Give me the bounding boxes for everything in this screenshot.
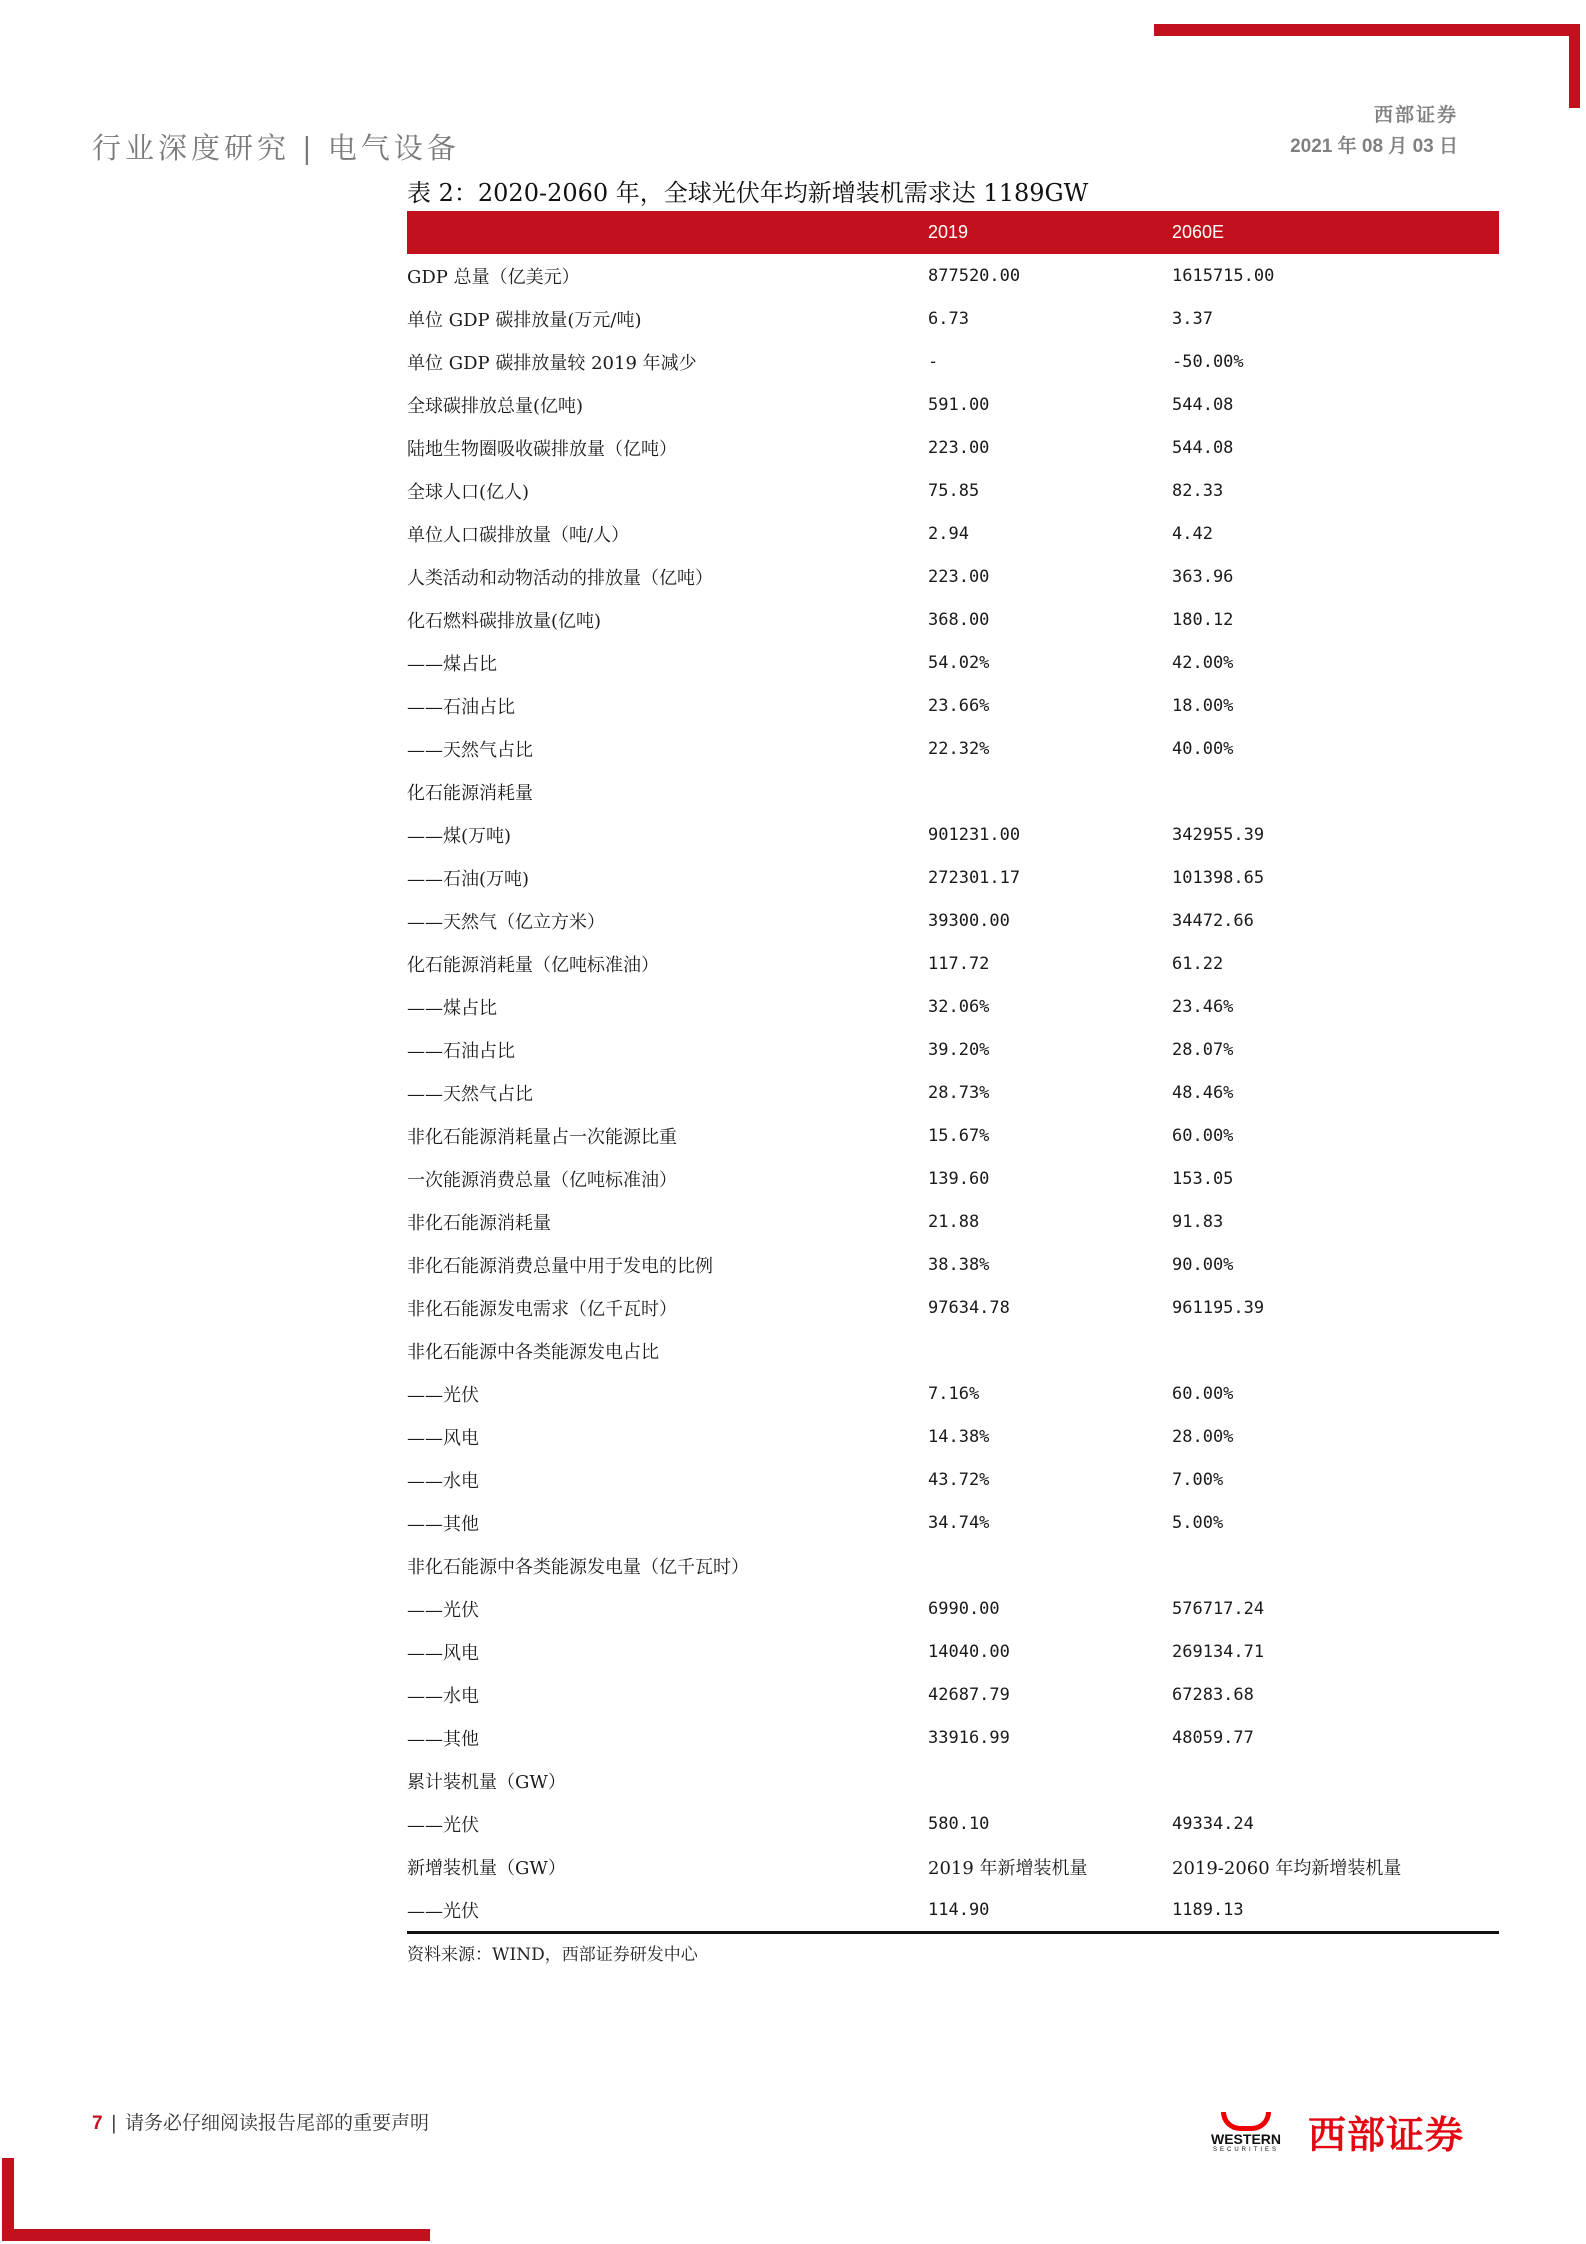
value-2060e: 48059.77 <box>1172 1727 1254 1748</box>
page-number: 7 <box>92 2113 103 2134</box>
table-row <box>407 1673 1499 1716</box>
value-2019: 368.00 <box>928 609 990 630</box>
row-label: ——水电 <box>407 1470 479 1492</box>
row-label: ——水电 <box>407 1685 479 1707</box>
header-cell-2019: 2019 <box>928 211 1172 254</box>
value-2060e: 48.46% <box>1172 1082 1234 1103</box>
report-category <box>92 126 460 167</box>
value-2019: 223.00 <box>928 566 990 587</box>
table-row <box>407 1071 1499 1114</box>
row-label: ——天然气占比 <box>407 1083 533 1105</box>
frame-bottom-bar <box>2 2229 430 2241</box>
table-row <box>407 942 1499 985</box>
value-2060e: 34472.66 <box>1172 910 1254 931</box>
row-label: ——煤占比 <box>407 997 497 1019</box>
frame-left-bar <box>2 2158 14 2240</box>
row-label: 化石燃料碳排放量(亿吨) <box>407 610 602 632</box>
value-2060e: 7.00% <box>1172 1469 1224 1490</box>
table-row <box>407 1544 1499 1587</box>
row-label: 累计装机量（GW） <box>407 1771 566 1793</box>
disclaimer-text: 请务必仔细阅读报告尾部的重要声明 <box>124 2112 429 2134</box>
value-2060e: 49334.24 <box>1172 1813 1254 1834</box>
value-2019: 7.16% <box>928 1383 980 1404</box>
value-2060e: 1189.13 <box>1172 1888 1499 1933</box>
company-name: 西部证券 <box>1373 104 1458 126</box>
value-2019: 6.73 <box>928 308 969 329</box>
value-2019: 2019 年新增装机量 <box>928 1857 1088 1879</box>
data-table <box>407 211 1499 1934</box>
value-2019: 272301.17 <box>928 867 1021 888</box>
value-2060e: 153.05 <box>1172 1168 1234 1189</box>
table-row <box>407 254 1499 297</box>
value-2060e: 342955.39 <box>1172 824 1265 845</box>
value-2060e: 576717.24 <box>1172 1598 1265 1619</box>
row-label: 单位 GDP 碳排放量(万元/吨) <box>407 309 642 331</box>
row-label: 非化石能源发电需求（亿千瓦时） <box>407 1298 677 1320</box>
table-row <box>407 1415 1499 1458</box>
row-label: ——光伏 <box>407 1814 479 1836</box>
value-2019: 21.88 <box>928 1211 980 1232</box>
industry-name: 电气设备 <box>327 131 460 165</box>
table-row <box>407 1587 1499 1630</box>
table-row <box>407 598 1499 641</box>
value-2019: 23.66% <box>928 695 990 716</box>
table-row <box>407 383 1499 426</box>
value-2019: 591.00 <box>928 394 990 415</box>
value-2060e: 91.83 <box>1172 1211 1224 1232</box>
value-2019: 14.38% <box>928 1426 990 1447</box>
value-2019: 114.90 <box>928 1888 1172 1933</box>
value-2060e <box>1172 1544 1499 1587</box>
value-2060e <box>1172 1759 1499 1802</box>
row-label: ——石油(万吨) <box>407 868 530 890</box>
value-2019: 54.02% <box>928 652 990 673</box>
row-label: ——其他 <box>407 1728 479 1750</box>
value-2060e <box>1172 770 1499 813</box>
company-logo <box>1200 2104 1500 2157</box>
row-label: GDP 总量（亿美元） <box>407 266 580 288</box>
table-row <box>407 899 1499 942</box>
value-2060e: 101398.65 <box>1172 867 1265 888</box>
row-label: ——天然气（亿立方米） <box>407 911 605 933</box>
row-label: 人类活动和动物活动的排放量（亿吨） <box>407 567 713 589</box>
value-2060e <box>1172 1329 1499 1372</box>
logo-en-subtext: SECURITIES <box>1212 2147 1279 2153</box>
row-label: 非化石能源中各类能源发电量（亿千瓦时） <box>407 1556 749 1578</box>
value-2019: 15.67% <box>928 1125 990 1146</box>
row-label: 全球碳排放总量(亿吨) <box>407 395 584 417</box>
table-row <box>407 1286 1499 1329</box>
table-body <box>407 254 1499 1933</box>
row-label: 陆地生物圈吸收碳排放量（亿吨） <box>407 438 677 460</box>
logo-en-text: WESTERN <box>1211 2131 1281 2147</box>
value-2019: 117.72 <box>928 953 990 974</box>
value-2019: 97634.78 <box>928 1297 1010 1318</box>
value-2019: 22.32% <box>928 738 990 759</box>
value-2060e: 1615715.00 <box>1172 265 1275 286</box>
table-row <box>407 770 1499 813</box>
value-2019: 223.00 <box>928 437 990 458</box>
table-row <box>407 512 1499 555</box>
report-type: 行业深度研究 <box>92 131 291 165</box>
value-2060e: 60.00% <box>1172 1383 1234 1404</box>
table-header-row <box>407 211 1499 254</box>
row-label: 化石能源消耗量 <box>407 782 533 804</box>
value-2060e: -50.00% <box>1172 351 1244 372</box>
value-2060e: 67283.68 <box>1172 1684 1254 1705</box>
value-2019: 38.38% <box>928 1254 990 1275</box>
table-row <box>407 856 1499 899</box>
value-2060e: 4.42 <box>1172 523 1213 544</box>
table-row <box>407 1329 1499 1372</box>
value-2060e: 5.00% <box>1172 1512 1224 1533</box>
row-label: 全球人口(亿人) <box>407 481 530 503</box>
table-row <box>407 555 1499 598</box>
table-row <box>407 340 1499 383</box>
table-row <box>407 1630 1499 1673</box>
value-2019 <box>928 1759 1172 1802</box>
header-cell-2060e: 2060E <box>1172 211 1499 254</box>
row-label: ——煤占比 <box>407 653 497 675</box>
table-row <box>407 985 1499 1028</box>
table-row <box>407 1243 1499 1286</box>
table-row <box>407 727 1499 770</box>
value-2019: 28.73% <box>928 1082 990 1103</box>
value-2060e: 28.00% <box>1172 1426 1234 1447</box>
row-label: 化石能源消耗量（亿吨标准油） <box>407 954 659 976</box>
row-label: ——风电 <box>407 1642 479 1664</box>
frame-right-bar <box>1569 24 1580 108</box>
value-2060e: 961195.39 <box>1172 1297 1265 1318</box>
value-2060e: 61.22 <box>1172 953 1224 974</box>
table-row <box>407 1372 1499 1415</box>
value-2060e: 2019-2060 年均新增装机量 <box>1172 1857 1402 1879</box>
value-2019: 42687.79 <box>928 1684 1010 1705</box>
value-2060e: 60.00% <box>1172 1125 1234 1146</box>
value-2019: 139.60 <box>928 1168 990 1189</box>
value-2060e: 42.00% <box>1172 652 1234 673</box>
row-label: ——煤(万吨) <box>407 825 512 847</box>
table-row <box>407 813 1499 856</box>
table-row <box>407 1888 1499 1933</box>
value-2060e: 90.00% <box>1172 1254 1234 1275</box>
table-row <box>407 684 1499 727</box>
row-label: ——光伏 <box>407 1599 479 1621</box>
value-2019: 580.10 <box>928 1813 990 1834</box>
value-2019: 43.72% <box>928 1469 990 1490</box>
row-label: 非化石能源消耗量 <box>407 1212 551 1234</box>
table-row <box>407 426 1499 469</box>
value-2060e: 40.00% <box>1172 738 1234 759</box>
row-label: 非化石能源中各类能源发电占比 <box>407 1341 659 1363</box>
page-footer <box>92 2108 429 2135</box>
report-date: 2021 年 08 月 03 日 <box>1290 136 1458 157</box>
value-2060e: 544.08 <box>1172 394 1234 415</box>
value-2060e: 23.46% <box>1172 996 1234 1017</box>
row-label: ——光伏 <box>407 1888 928 1933</box>
value-2019 <box>928 770 1172 813</box>
table-row <box>407 641 1499 684</box>
row-label: 一次能源消费总量（亿吨标准油） <box>407 1169 677 1191</box>
table-row <box>407 1028 1499 1071</box>
value-2019: 34.74% <box>928 1512 990 1533</box>
table-row <box>407 1458 1499 1501</box>
value-2060e: 180.12 <box>1172 609 1234 630</box>
footer-separator: | <box>110 2112 117 2134</box>
row-label: 单位人口碳排放量（吨/人） <box>407 524 630 546</box>
value-2019: 75.85 <box>928 480 980 501</box>
value-2019: 6990.00 <box>928 1598 1000 1619</box>
table-row <box>407 1157 1499 1200</box>
logo-chinese: 西部证券 <box>1308 2113 1465 2157</box>
value-2060e: 269134.71 <box>1172 1641 1265 1662</box>
table-row <box>407 1802 1499 1845</box>
value-2019 <box>928 1544 1172 1587</box>
table-row <box>407 1200 1499 1243</box>
value-2019: 14040.00 <box>928 1641 1010 1662</box>
row-label: ——石油占比 <box>407 1040 515 1062</box>
table-row <box>407 469 1499 512</box>
table-row <box>407 1501 1499 1544</box>
row-label: ——石油占比 <box>407 696 515 718</box>
value-2060e: 82.33 <box>1172 480 1224 501</box>
logo-english <box>1200 2112 1292 2153</box>
table-title: 表 2：2020-2060 年，全球光伏年均新增装机需求达 1189GW <box>407 179 1089 207</box>
table-row <box>407 1716 1499 1759</box>
row-label: 非化石能源消费总量中用于发电的比例 <box>407 1255 713 1277</box>
row-label: ——风电 <box>407 1427 479 1449</box>
table-row <box>407 1114 1499 1157</box>
value-2019: 877520.00 <box>928 265 1021 286</box>
header-meta <box>1290 100 1458 158</box>
header-cell-label <box>407 211 928 254</box>
frame-top-bar <box>1154 24 1580 36</box>
table-row <box>407 1845 1499 1888</box>
row-label: ——天然气占比 <box>407 739 533 761</box>
value-2019: 39300.00 <box>928 910 1010 931</box>
table-source: 资料来源：WIND，西部证券研发中心 <box>407 1945 698 1965</box>
value-2060e: 28.07% <box>1172 1039 1234 1060</box>
value-2019 <box>928 1329 1172 1372</box>
table-row <box>407 1759 1499 1802</box>
row-label: ——其他 <box>407 1513 479 1535</box>
value-2019: 32.06% <box>928 996 990 1017</box>
value-2060e: 3.37 <box>1172 308 1213 329</box>
row-label: 新增装机量（GW） <box>407 1857 566 1879</box>
table-row <box>407 297 1499 340</box>
value-2019: 39.20% <box>928 1039 990 1060</box>
value-2060e: 18.00% <box>1172 695 1234 716</box>
value-2019: 901231.00 <box>928 824 1021 845</box>
bull-horns-icon <box>1221 2112 1271 2131</box>
row-label: 非化石能源消耗量占一次能源比重 <box>407 1126 677 1148</box>
header-separator: | <box>302 131 316 165</box>
value-2019: 33916.99 <box>928 1727 1010 1748</box>
value-2060e: 363.96 <box>1172 566 1234 587</box>
value-2019: 2.94 <box>928 523 969 544</box>
value-2060e: 544.08 <box>1172 437 1234 458</box>
row-label: 单位 GDP 碳排放量较 2019 年减少 <box>407 352 697 374</box>
value-2019: - <box>928 351 939 372</box>
row-label: ——光伏 <box>407 1384 479 1406</box>
